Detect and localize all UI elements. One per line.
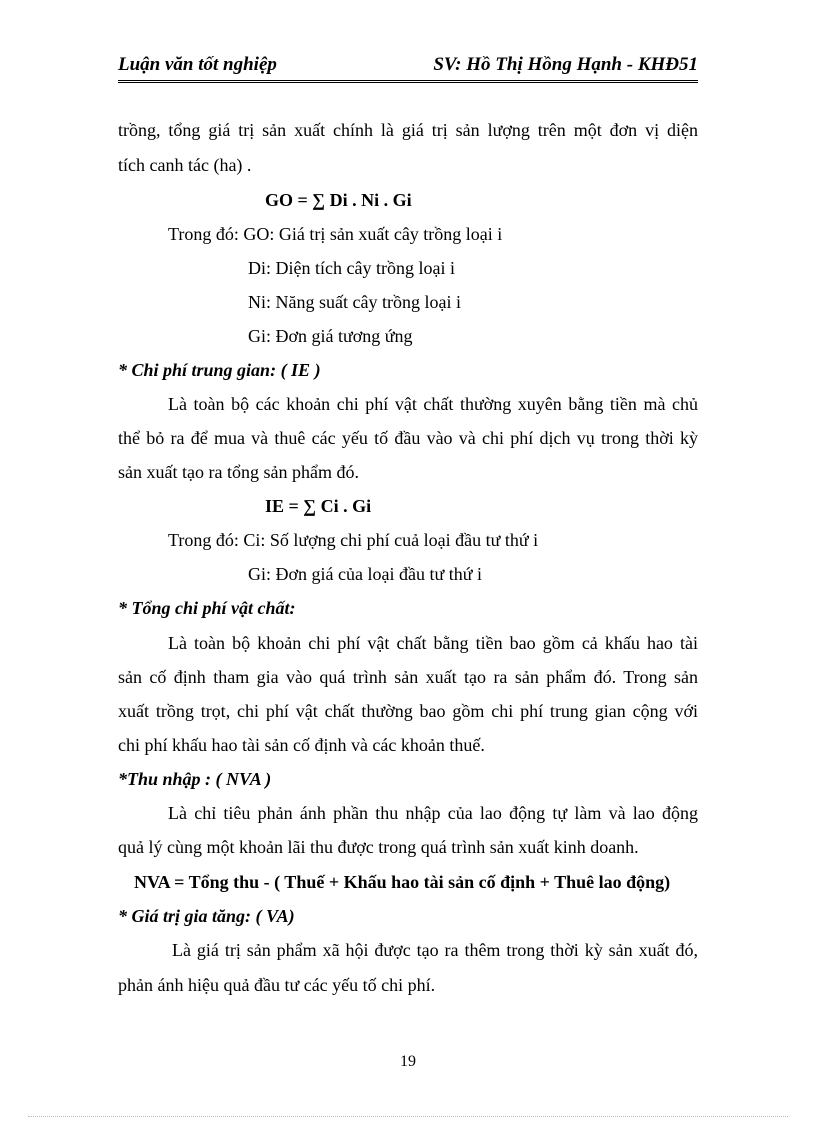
header-author: SV: Hồ Thị Hồng Hạnh - KHĐ51 [433, 54, 698, 75]
definition-line: Gi: Đơn giá của loại đầu tư thứ i [248, 564, 482, 584]
definition-line: Di: Diện tích cây trồng loại i [248, 258, 455, 278]
section-heading: * Giá trị gia tăng: ( VA) [118, 906, 295, 926]
formula-ie: IE = ∑ Ci . Gi [265, 496, 372, 516]
paragraph-line: Là giá trị sản phẩm xã hội được tạo ra thêm trong thời kỳ sản xuất đó, [172, 940, 698, 960]
definition-line: Trong đó: Ci: Số lượng chi phí cuả loại đầu tư thứ i [168, 530, 539, 550]
page-number: 19 [400, 1053, 416, 1070]
paragraph-line: sản cố định tham gia vào quá trình sản xuất tạo ra sản phẩm đó. Trong sản [118, 667, 698, 687]
paragraph-line: thể bỏ ra để mua và thuê các yếu tố đầu vào và chi phí dịch vụ trong thời kỳ [118, 428, 698, 448]
section-heading: *Thu nhập : ( NVA ) [118, 769, 272, 789]
paragraph-line: chi phí khấu hao tài sản cố định và các khoản thuế. [118, 735, 485, 755]
page-header [118, 50, 698, 83]
formula-go: GO = ∑ Di . Ni . Gi [265, 190, 412, 210]
paragraph-line: sản xuất tạo ra tổng sản phẩm đó. [118, 462, 359, 482]
paragraph-line: Là chỉ tiêu phản ánh phần thu nhập của lao động tự làm và lao động [168, 803, 698, 823]
definition-line: Trong đó: GO: Giá trị sản xuất cây trồng loại i [168, 224, 503, 244]
paragraph-line: Là toàn bộ các khoản chi phí vật chất thường xuyên bằng tiền mà chủ [168, 394, 698, 414]
paragraph-line: phản ánh hiệu quả đầu tư các yếu tố chi phí. [118, 975, 436, 995]
paragraph-line: tích canh tác (ha) . [118, 155, 252, 175]
paragraph-line: trồng, tổng giá trị sản xuất chính là giá trị sản lượng trên một đơn vị diện [118, 120, 698, 140]
section-heading: * Chi phí trung gian: ( IE ) [118, 360, 321, 380]
paragraph-line: xuất trồng trọt, chi phí vật chất thường bao gồm chi phí trung gian cộng với [118, 701, 698, 721]
paragraph-line: Là toàn bộ khoản chi phí vật chất bằng tiền bao gồm cả khấu hao tài [168, 633, 698, 653]
page-bottom-divider [28, 1116, 788, 1117]
formula-nva: NVA = Tổng thu - ( Thuế + Khấu hao tài sản cố định + Thuê lao động) [134, 872, 671, 892]
section-heading: * Tổng chi phí vật chất: [118, 598, 296, 618]
header-thesis-title: Luận văn tốt nghiệp [118, 54, 277, 75]
definition-line: Gi: Đơn giá tương ứng [248, 326, 413, 346]
paragraph-line: quả lý cùng một khoản lãi thu được trong quá trình sản xuất kinh doanh. [118, 837, 639, 857]
definition-line: Ni: Năng suất cây trồng loại i [248, 292, 461, 312]
